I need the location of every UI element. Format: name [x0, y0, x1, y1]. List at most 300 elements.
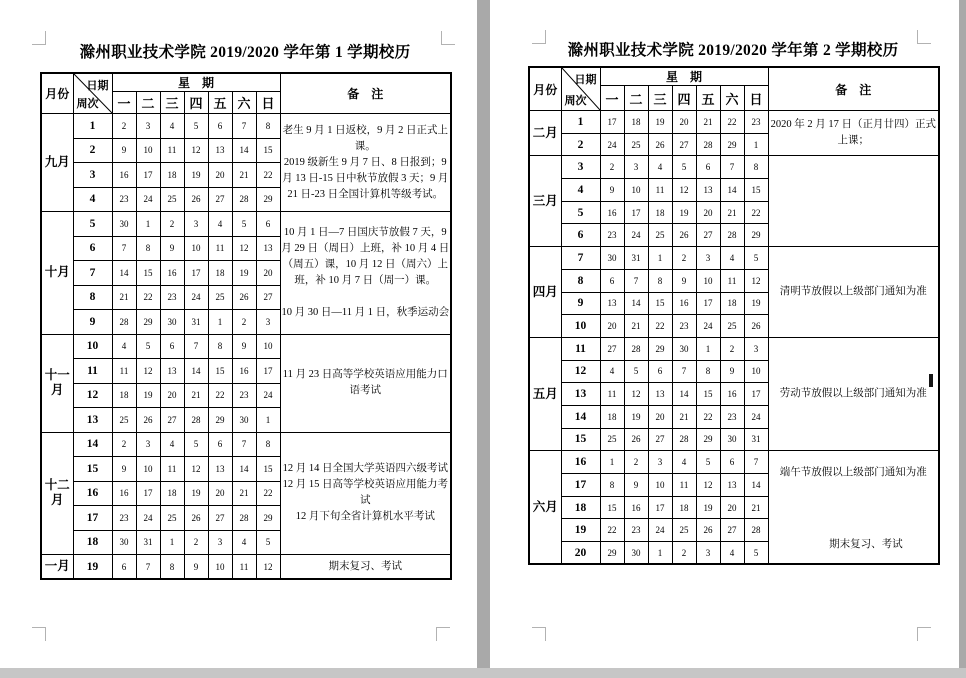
date-cell: 20	[720, 496, 744, 519]
date-cell: 28	[232, 187, 256, 212]
date-cell: 3	[744, 337, 768, 360]
calendar-table	[40, 72, 452, 580]
month-cell: 一月	[41, 555, 73, 580]
date-cell: 31	[184, 310, 208, 335]
week-number-cell: 5	[561, 201, 600, 224]
date-cell: 27	[720, 519, 744, 542]
date-cell: 13	[648, 383, 672, 406]
date-cell: 18	[672, 496, 696, 519]
date-cell: 19	[744, 292, 768, 315]
date-cell: 2	[600, 156, 624, 179]
date-cell: 29	[256, 187, 280, 212]
month-cell: 十二月	[41, 432, 73, 555]
date-cell: 9	[112, 457, 136, 482]
date-cell: 17	[696, 292, 720, 315]
date-cell: 18	[648, 201, 672, 224]
header-day-label: 一	[112, 92, 136, 114]
header-remark-label: 备 注	[768, 67, 939, 111]
date-cell: 5	[672, 156, 696, 179]
date-cell: 26	[624, 428, 648, 451]
date-cell: 23	[600, 224, 624, 247]
date-cell: 21	[720, 201, 744, 224]
remark-paragraph: 12 月下旬全省计算机水平考试	[295, 511, 435, 523]
week-number-cell: 10	[73, 334, 112, 359]
date-cell: 30	[720, 428, 744, 451]
text-boundary-mark	[917, 627, 931, 641]
date-cell: 30	[232, 408, 256, 433]
cursor-mark	[929, 374, 933, 387]
date-cell: 13	[160, 359, 184, 384]
date-cell: 19	[184, 163, 208, 188]
date-cell: 10	[256, 334, 280, 359]
date-cell: 27	[208, 187, 232, 212]
date-cell: 18	[624, 111, 648, 134]
date-cell: 31	[744, 428, 768, 451]
date-cell: 6	[208, 114, 232, 139]
remark-paragraph: 清明节放假以上级部门通知为准	[779, 286, 927, 297]
date-cell: 9	[600, 179, 624, 202]
date-cell: 26	[744, 315, 768, 338]
date-cell: 18	[160, 481, 184, 506]
date-cell: 22	[136, 285, 160, 310]
date-cell: 8	[256, 114, 280, 139]
date-cell: 4	[160, 114, 184, 139]
week-number-cell: 8	[73, 285, 112, 310]
date-cell: 18	[112, 383, 136, 408]
date-cell: 24	[744, 405, 768, 428]
table-header	[529, 67, 939, 111]
date-cell: 28	[112, 310, 136, 335]
week-number-cell: 7	[561, 247, 600, 270]
header-week-label: 星 期	[600, 67, 768, 86]
remark-cell	[280, 334, 451, 432]
date-cell: 10	[208, 555, 232, 580]
date-cell: 8	[600, 474, 624, 497]
date-cell: 11	[232, 555, 256, 580]
week-row	[529, 247, 939, 270]
remark-cell	[768, 337, 939, 450]
date-cell: 14	[744, 474, 768, 497]
date-cell: 18	[600, 405, 624, 428]
page-2	[490, 0, 959, 668]
remark-paragraph: 2019 级新生 9 月 7 日、8 日报到；9 月 13 日-15 日中秋节放假 3 天；9 月 21 日-23 日全国计算机等级考试。	[282, 156, 449, 200]
header-day-label: 日	[744, 86, 768, 111]
date-cell: 30	[112, 212, 136, 237]
date-cell: 29	[600, 542, 624, 565]
header-row-top	[529, 67, 939, 86]
week-row	[529, 111, 939, 134]
date-cell: 26	[184, 506, 208, 531]
header-date-week-cell	[561, 67, 600, 111]
date-cell: 5	[744, 542, 768, 565]
date-cell: 20	[208, 163, 232, 188]
date-cell: 17	[136, 481, 160, 506]
date-cell: 23	[232, 383, 256, 408]
text-boundary-mark	[32, 627, 46, 641]
page-title-semester-1: 滁州职业技术学院 2019/2020 学年第 1 学期校历	[79, 44, 411, 61]
remark-paragraph: 10 月 1 日—7 日国庆节放假 7 天，9 月 29 日（周日）上班，补 10 月 4 日（周五）课，10 月 12 日（周六）上班，补 10 月 7 日（周一）课。	[281, 226, 450, 286]
date-cell: 3	[696, 247, 720, 270]
header-month-label: 月份	[41, 73, 73, 114]
remark-paragraph: 老生 9 月 1 日返校，9 月 2 日正式上课。	[282, 124, 448, 152]
remark-paragraph: 劳动节放假以上级部门通知为准	[779, 388, 927, 400]
week-number-cell: 4	[561, 179, 600, 202]
date-cell: 5	[232, 212, 256, 237]
date-cell: 25	[112, 408, 136, 433]
remark-paragraph: 端午节放假以上级部门通知为准	[779, 467, 927, 479]
date-cell: 6	[256, 212, 280, 237]
date-cell: 15	[256, 138, 280, 163]
date-cell: 13	[696, 179, 720, 202]
date-cell: 7	[744, 451, 768, 474]
date-cell: 7	[136, 555, 160, 580]
week-number-cell: 15	[561, 428, 600, 451]
date-cell: 2	[720, 337, 744, 360]
date-cell: 30	[600, 247, 624, 270]
date-cell: 22	[256, 481, 280, 506]
date-cell: 25	[160, 506, 184, 531]
week-row	[41, 212, 451, 237]
week-row	[41, 432, 451, 457]
header-date-week-cell	[73, 73, 112, 114]
date-cell: 18	[160, 163, 184, 188]
date-cell: 15	[208, 359, 232, 384]
date-cell: 4	[160, 432, 184, 457]
date-cell: 12	[624, 383, 648, 406]
header-date-label: 日期	[86, 80, 109, 92]
date-cell: 2	[624, 451, 648, 474]
date-cell: 1	[744, 133, 768, 156]
date-cell: 11	[208, 236, 232, 261]
date-cell: 3	[136, 432, 160, 457]
date-cell: 28	[184, 408, 208, 433]
remark-paragraph: 10 月 30 日—11 月 1 日，秋季运动会	[281, 306, 450, 318]
date-cell: 27	[600, 337, 624, 360]
date-cell: 12	[184, 457, 208, 482]
calendar-table	[528, 66, 940, 565]
date-cell: 6	[720, 451, 744, 474]
date-cell: 1	[256, 408, 280, 433]
date-cell: 11	[600, 383, 624, 406]
remark-paragraph: 12 月 14 日全国大学英语四六级考试	[282, 463, 448, 475]
date-cell: 3	[208, 530, 232, 555]
date-cell: 5	[696, 451, 720, 474]
remark-paragraph: 期末复习、考试	[328, 560, 403, 572]
month-cell: 十月	[41, 212, 73, 335]
date-cell: 10	[744, 360, 768, 383]
header-date-label: 日期	[574, 74, 597, 86]
date-cell: 13	[600, 292, 624, 315]
week-number-cell: 17	[73, 506, 112, 531]
date-cell: 15	[600, 496, 624, 519]
date-cell: 26	[136, 408, 160, 433]
date-cell: 6	[648, 360, 672, 383]
week-number-cell: 3	[561, 156, 600, 179]
date-cell: 19	[672, 201, 696, 224]
date-cell: 2	[232, 310, 256, 335]
week-number-cell: 11	[73, 359, 112, 384]
date-cell: 9	[184, 555, 208, 580]
date-cell: 11	[672, 474, 696, 497]
date-cell: 16	[112, 163, 136, 188]
header-week-label: 星 期	[112, 73, 280, 92]
remark-cell	[280, 432, 451, 555]
date-cell: 6	[112, 555, 136, 580]
date-cell: 10	[136, 457, 160, 482]
header-day-label: 日	[256, 92, 280, 114]
date-cell: 3	[648, 451, 672, 474]
date-cell: 11	[720, 269, 744, 292]
date-cell: 1	[648, 542, 672, 565]
date-cell: 2	[112, 432, 136, 457]
date-cell: 9	[624, 474, 648, 497]
remark-cell	[280, 212, 451, 335]
date-cell: 21	[232, 481, 256, 506]
date-cell: 29	[256, 506, 280, 531]
date-cell: 3	[624, 156, 648, 179]
month-cell: 二月	[529, 111, 561, 156]
date-cell: 24	[696, 315, 720, 338]
date-cell: 16	[112, 481, 136, 506]
date-cell: 26	[232, 285, 256, 310]
week-number-cell: 2	[73, 138, 112, 163]
date-cell: 3	[136, 114, 160, 139]
week-number-cell: 11	[561, 337, 600, 360]
date-cell: 11	[648, 179, 672, 202]
date-cell: 6	[600, 269, 624, 292]
week-number-cell: 6	[561, 224, 600, 247]
month-cell: 十一月	[41, 334, 73, 432]
remark-cell	[768, 156, 939, 247]
date-cell: 13	[720, 474, 744, 497]
date-cell: 10	[648, 474, 672, 497]
date-cell: 29	[648, 337, 672, 360]
week-number-cell: 14	[561, 405, 600, 428]
date-cell: 20	[648, 405, 672, 428]
date-cell: 20	[600, 315, 624, 338]
header-day-label: 三	[648, 86, 672, 111]
remark-cell	[768, 111, 939, 156]
week-number-cell: 7	[73, 261, 112, 286]
date-cell: 26	[648, 133, 672, 156]
date-cell: 20	[208, 481, 232, 506]
date-cell: 12	[256, 555, 280, 580]
date-cell: 24	[600, 133, 624, 156]
date-cell: 4	[208, 212, 232, 237]
date-cell: 24	[624, 224, 648, 247]
remark-paragraph: 11 月 23 日高等学校英语应用能力口语考试	[282, 369, 448, 396]
header-day-label: 三	[160, 92, 184, 114]
table-header	[41, 73, 451, 114]
date-cell: 1	[648, 247, 672, 270]
date-cell: 10	[136, 138, 160, 163]
date-cell: 28	[744, 519, 768, 542]
header-weekno-label: 周次	[564, 95, 587, 107]
date-cell: 5	[744, 247, 768, 270]
date-cell: 26	[672, 224, 696, 247]
date-cell: 20	[256, 261, 280, 286]
header-day-label: 六	[720, 86, 744, 111]
week-row	[41, 114, 451, 139]
date-cell: 5	[624, 360, 648, 383]
date-cell: 14	[672, 383, 696, 406]
date-cell: 6	[208, 432, 232, 457]
month-cell: 五月	[529, 337, 561, 450]
header-remark-label: 备 注	[280, 73, 451, 114]
date-cell: 27	[672, 133, 696, 156]
week-number-cell: 17	[561, 474, 600, 497]
date-cell: 24	[256, 383, 280, 408]
month-cell: 四月	[529, 247, 561, 338]
date-cell: 30	[672, 337, 696, 360]
date-cell: 2	[184, 530, 208, 555]
date-cell: 25	[600, 428, 624, 451]
date-cell: 24	[136, 506, 160, 531]
date-cell: 8	[256, 432, 280, 457]
date-cell: 7	[720, 156, 744, 179]
text-boundary-mark	[436, 627, 450, 641]
date-cell: 21	[744, 496, 768, 519]
header-month-label: 月份	[529, 67, 561, 111]
date-cell: 1	[600, 451, 624, 474]
week-number-cell: 18	[73, 530, 112, 555]
date-cell: 8	[744, 156, 768, 179]
date-cell: 16	[232, 359, 256, 384]
date-cell: 8	[208, 334, 232, 359]
date-cell: 6	[696, 156, 720, 179]
date-cell: 4	[672, 451, 696, 474]
date-cell: 14	[720, 179, 744, 202]
date-cell: 8	[160, 555, 184, 580]
date-cell: 11	[112, 359, 136, 384]
date-cell: 2	[112, 114, 136, 139]
header-day-label: 五	[208, 92, 232, 114]
date-cell: 15	[256, 457, 280, 482]
date-cell: 17	[744, 383, 768, 406]
date-cell: 1	[160, 530, 184, 555]
date-cell: 12	[744, 269, 768, 292]
date-cell: 23	[744, 111, 768, 134]
week-number-cell: 14	[73, 432, 112, 457]
date-cell: 15	[744, 179, 768, 202]
date-cell: 23	[112, 187, 136, 212]
date-cell: 19	[232, 261, 256, 286]
date-cell: 4	[648, 156, 672, 179]
date-cell: 9	[160, 236, 184, 261]
week-row	[529, 156, 939, 179]
date-cell: 27	[208, 506, 232, 531]
date-cell: 19	[136, 383, 160, 408]
remark-paragraph: 期末复习、考试	[829, 539, 903, 551]
header-row-top	[41, 73, 451, 92]
date-cell: 24	[184, 285, 208, 310]
date-cell: 21	[672, 405, 696, 428]
month-cell: 六月	[529, 451, 561, 564]
date-cell: 23	[720, 405, 744, 428]
date-cell: 3	[696, 542, 720, 565]
date-cell: 13	[256, 236, 280, 261]
date-cell: 14	[232, 457, 256, 482]
date-cell: 27	[648, 428, 672, 451]
week-row	[529, 451, 939, 474]
date-cell: 6	[160, 334, 184, 359]
date-cell: 14	[112, 261, 136, 286]
date-cell: 16	[160, 261, 184, 286]
date-cell: 29	[696, 428, 720, 451]
date-cell: 22	[600, 519, 624, 542]
date-cell: 8	[696, 360, 720, 383]
calendar-table-semester-1	[40, 72, 452, 580]
date-cell: 7	[112, 236, 136, 261]
date-cell: 30	[624, 542, 648, 565]
header-day-label: 六	[232, 92, 256, 114]
date-cell: 13	[208, 457, 232, 482]
date-cell: 17	[136, 163, 160, 188]
date-cell: 28	[696, 133, 720, 156]
week-number-cell: 16	[561, 451, 600, 474]
date-cell: 14	[184, 359, 208, 384]
date-cell: 7	[232, 114, 256, 139]
date-cell: 30	[160, 310, 184, 335]
date-cell: 14	[232, 138, 256, 163]
date-cell: 20	[672, 111, 696, 134]
header-day-label: 四	[184, 92, 208, 114]
date-cell: 22	[648, 315, 672, 338]
week-number-cell: 19	[561, 519, 600, 542]
remark-cell	[280, 114, 451, 212]
date-cell: 16	[600, 201, 624, 224]
date-cell: 5	[136, 334, 160, 359]
date-cell: 21	[232, 163, 256, 188]
calendar-table-semester-2	[528, 66, 940, 565]
date-cell: 25	[160, 187, 184, 212]
date-cell: 17	[256, 359, 280, 384]
date-cell: 10	[624, 179, 648, 202]
date-cell: 27	[160, 408, 184, 433]
date-cell: 17	[184, 261, 208, 286]
date-cell: 2	[672, 247, 696, 270]
week-number-cell: 16	[73, 481, 112, 506]
date-cell: 19	[184, 481, 208, 506]
week-number-cell: 19	[73, 555, 112, 580]
date-cell: 21	[696, 111, 720, 134]
header-weekno-label: 周次	[76, 98, 99, 110]
date-cell: 9	[112, 138, 136, 163]
header-day-label: 一	[600, 86, 624, 111]
week-row	[41, 334, 451, 359]
date-cell: 25	[672, 519, 696, 542]
date-cell: 29	[136, 310, 160, 335]
week-number-cell: 8	[561, 269, 600, 292]
date-cell: 4	[720, 542, 744, 565]
week-number-cell: 6	[73, 236, 112, 261]
week-number-cell: 2	[561, 133, 600, 156]
date-cell: 27	[696, 224, 720, 247]
date-cell: 14	[624, 292, 648, 315]
week-number-cell: 10	[561, 315, 600, 338]
week-number-cell: 12	[73, 383, 112, 408]
date-cell: 19	[648, 111, 672, 134]
date-cell: 23	[112, 506, 136, 531]
desk-bottom-strip	[0, 668, 966, 678]
header-day-label: 二	[624, 86, 648, 111]
date-cell: 27	[256, 285, 280, 310]
week-number-cell: 13	[561, 383, 600, 406]
date-cell: 23	[672, 315, 696, 338]
header-day-label: 四	[672, 86, 696, 111]
date-cell: 12	[184, 138, 208, 163]
date-cell: 24	[136, 187, 160, 212]
